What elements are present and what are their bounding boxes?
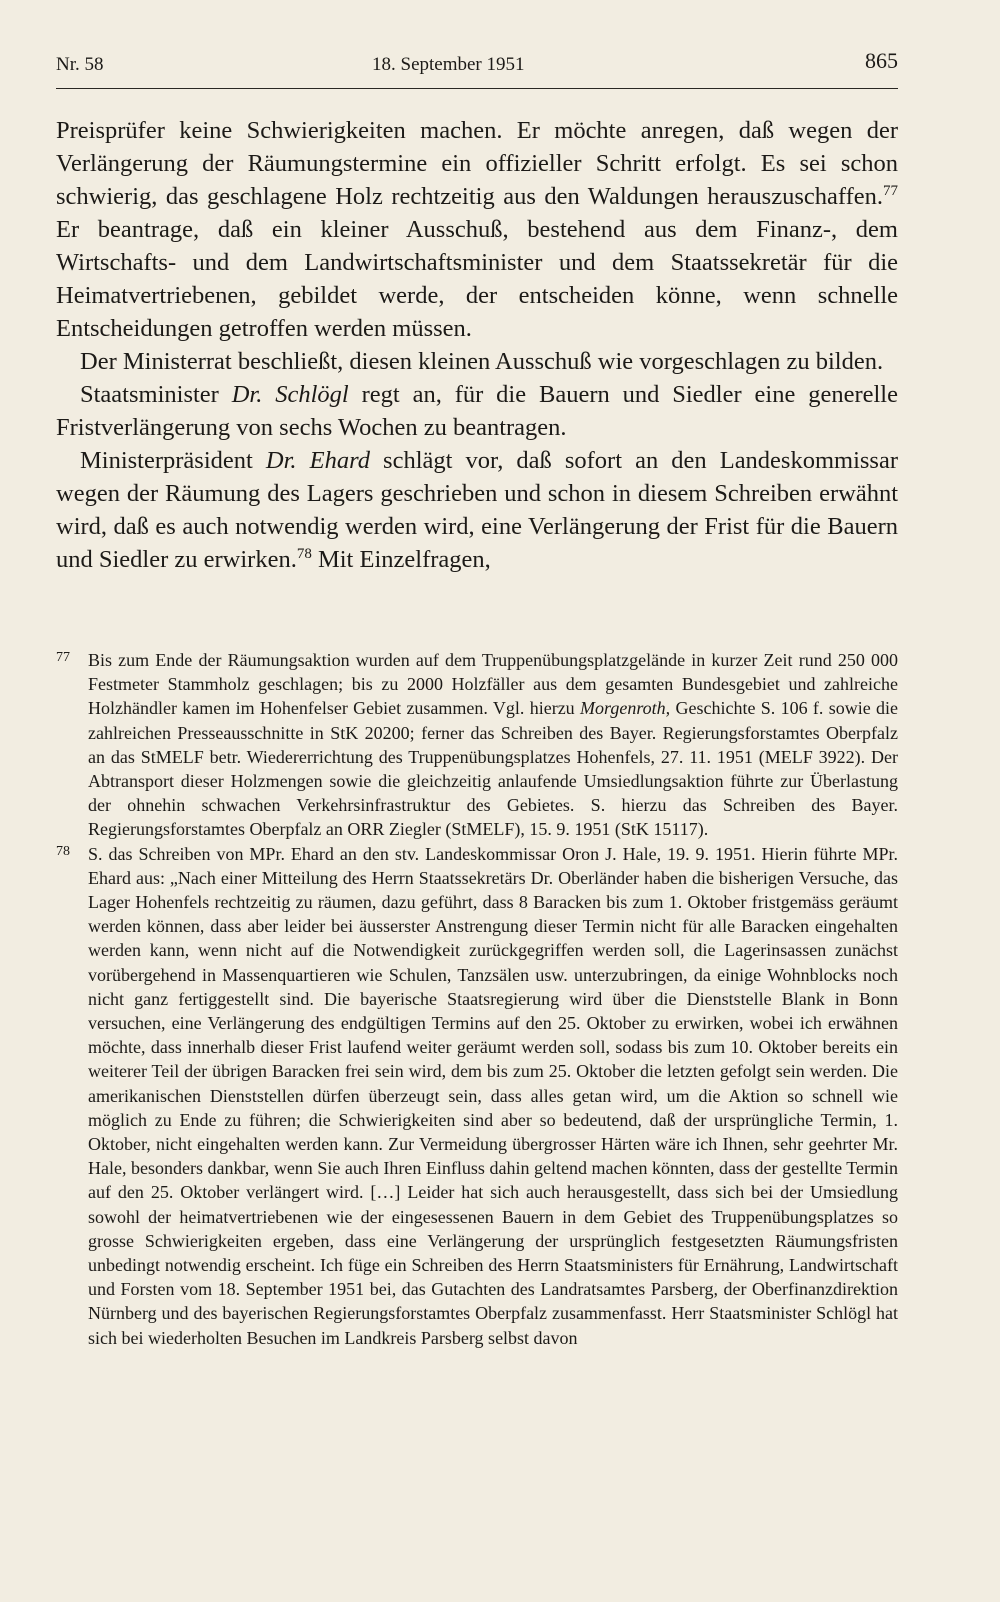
header-rule [56,88,898,89]
main-text [56,114,898,576]
footnote-77: 77 Bis zum Ende der Räumungsaktion wurden auf dem Truppenübungsplatzgelände in kurzer Zeit rund 250 000 Festmeter Stammholz geschlagen; bis zu 2000 Holzfäller aus dem gesamten Bundesgebiet und zahlreiche Holzhändler kamen im Hohenfelser Gebiet zusammen. Vgl. hierzu Morgenroth, Geschichte S. 106 f. sowie die zahlreichen Presseausschnitte in StK 20200; ferner das Schreiben des Bayer. Regierungsforstamtes Oberpfalz an das StMELF betr. Wiedererrichtung des Truppenübungsplatzes Hohenfels, 27. 11. 1951 (MELF 3922). Der Abtransport dieser Holzmengen sowie die gleichzeitig anlaufende Umsiedlungsaktion führte zur Überlastung der ohnehin schwachen Verkehrsinfrastruktur des Gebietes. S. hierzu das Schreiben des Bayer. Regierungsforstamtes Oberpfalz an ORR Ziegler (StMELF), 15. 9. 1951 (StK 15117). [56,648,898,842]
page-header [56,48,898,88]
cited-author: Morgenroth, [580,698,671,719]
footnote-number: 78 [56,843,70,859]
header-date: 18. September 1951 [372,54,525,75]
footnotes [56,648,898,1350]
paragraph-decision: Der Ministerrat beschließt, diesen kleinen Ausschuß wie vorgeschlagen zu bilden. [80,348,884,375]
page-number: 865 [865,48,898,73]
footnote-78: 78 S. das Schreiben von MPr. Ehard an den stv. Landeskommissar Oron J. Hale, 19. 9. 1951. Hierin führte MPr. Ehard aus: „Nach einer Mitteilung des Herrn Staatssekretärs Dr. Oberländer haben die bisherigen Versuche, das Lager Hohenfels rechtzeitig zu räumen, dazu geführt, dass 8 Baracken bis zum 1. Oktober fristgemäss geräumt werden können, dass aber leider bei äusserster Anstrengung dieser Termin nicht für alle Baracken eingehalten werden kann, wenn nicht auf die Notwendigkeit zurückgegriffen werden soll, die Lagerinsassen zunächst vorübergehend in Massenquartieren wie Schulen, Tanzsälen usw. unterzubringen, da einige Wohnblocks noch nicht ganz fertiggestellt sind. Die bayerische Staatsregierung wird über die Dienststelle Blank in Bonn versuchen, eine Verlängerung des endgültigen Termins auf den 25. Oktober zu erwirken, wobei ich erwähnen möchte, dass innerhalb dieser Frist laufend weiter geräumt werden soll, sodass bis zum 10. Oktober bereits ein weiterer Teil der übrigen Baracken frei sein wird, dem bis zum 25. Oktober die letzten gefolgt sein werden. Die amerikanischen Dienststellen dürfen überzeugt sein, dass alles getan wird, um die Aktion so schnell wie möglich zu Ende zu führen; die Schwierigkeiten sind aber so bedeutend, daß der ursprüngliche Termin, 1. Oktober, nicht eingehalten werden kann. Zur Vermeidung übergrosser Härten wäre ich Ihnen, sehr geehrter Mr. Hale, besonders dankbar, wenn Sie auch Ihren Einfluss dahin geltend machen könnten, dass der gestellte Termin auf den 25. Oktober verlängert wird. […] Leider hat sich auch herausgestellt, dass sich bei der Umsiedlung sowohl der heimatvertriebenen wie der eingesessenen Bauern in dem Gebiet des Truppenübungsplatzes so grosse Schwierigkeiten ergeben, dass eine Verlängerung der ursprünglich festgesetzten Räumungsfristen unbedingt notwendig erscheint. Ich füge ein Schreiben des Herrn Staatsministers für Ernährung, Landwirtschaft und Forsten vom 18. September 1951 bei, das Gutachten des Landratsamtes Parsberg, der Oberfinanzdirektion Nürnberg und des bayerischen Regierungsforstamtes Oberpfalz zusammenfasst. Herr Staatsminister Schlögl hat sich bei wiederholten Besuchen im Landkreis Parsberg selbst davon [56,842,898,1350]
footnote-ref-77[interactable]: 77 [883,183,898,199]
paragraph: Ministerpräsident Dr. Ehard schlägt vor, daß sofort an den Landeskommissar wegen der Räumung des Lagers geschrieben und schon in diesem Schreiben erwähnt wird, daß es auch notwendig werden wird, eine Verlängerung der Frist für die Bauern und Siedler zu erwirken.$^{78}$ Mit Einzelfragen, [56,447,898,573]
paragraph: Staatsminister Dr. Schlögl regt an, für die Bauern und Siedler eine generelle Fristverlängerung von sechs Wochen zu beantragen. [56,381,898,441]
document-number: Nr. 58 [56,54,104,75]
person-name: Dr. Ehard [265,447,370,474]
footnote-ref-78[interactable]: 78 [296,546,312,562]
footnote-number: 77 [56,650,70,665]
paragraph: Preisprüfer keine Schwierigkeiten machen. Er möchte anregen, daß wegen der Verlängerung der Räumungstermine ein offizieller Schritt erfolgt. Es sei schon schwierig, das geschlagene Holz rechtzeitig aus den Waldungen herauszuschaffen.$^{77}$ Er beantrage, daß ein kleiner Ausschuß, bestehend aus dem Finanz-, dem Wirtschafts- und dem Landwirtschaftsminister und dem Staatssekretär für die Heimatvertriebenen, gebildet werde, der entscheiden könne, wenn schnelle Entscheidungen getroffen werden müssen. [56,117,898,342]
person-name: Dr. Schlögl [231,381,349,408]
